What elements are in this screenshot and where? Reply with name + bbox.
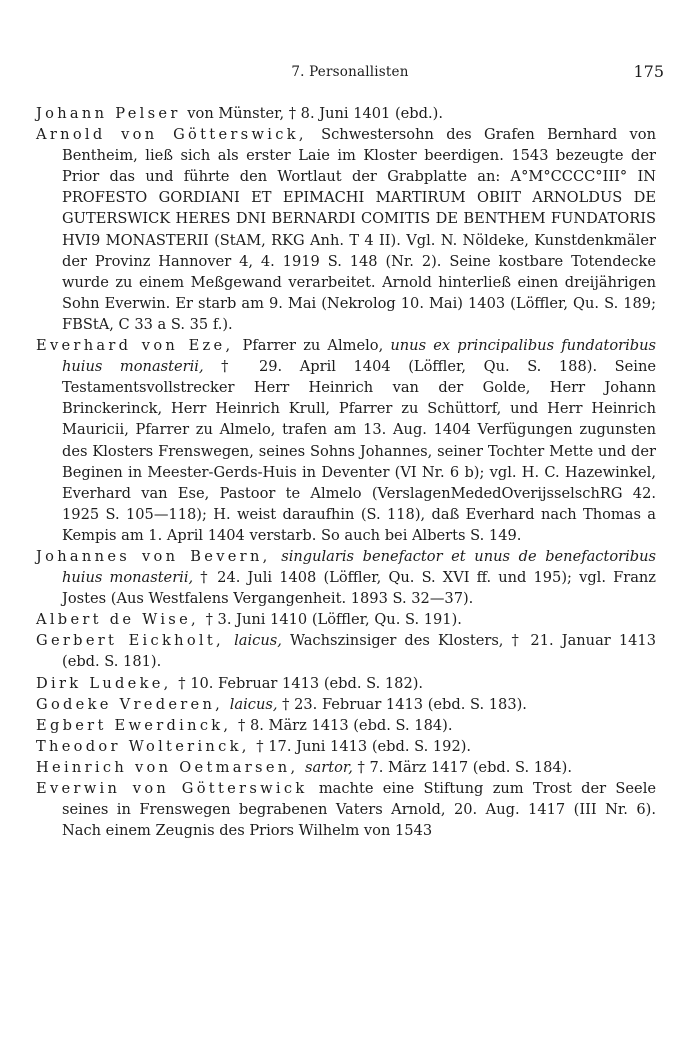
- list-entry: [36, 546, 656, 609]
- latin-phrase: unus ex principalibus fundatoribus huius monasterii,: [62, 337, 656, 376]
- entry-text: von Münster, † 8. Juni 1401 (ebd.).: [182, 105, 443, 122]
- entry-text: † 23. Februar 1413 (ebd. S. 183).: [277, 695, 527, 713]
- person-name: Godeke Vrederen,: [36, 695, 224, 713]
- person-name: Gerbert Eickholt,: [36, 632, 224, 650]
- person-name: Dirk Ludeke,: [36, 674, 172, 692]
- list-entry: [36, 736, 656, 757]
- list-entry: [36, 103, 656, 124]
- list-entry: [36, 673, 656, 694]
- list-entry: [36, 778, 656, 841]
- list-entry: [36, 335, 656, 546]
- person-name: Albert de Wise,: [36, 611, 199, 629]
- running-head: 7. Personallisten: [291, 64, 409, 80]
- entry-text: † 8. März 1413 (ebd. S. 184).: [233, 716, 453, 734]
- list-entry: [36, 630, 656, 672]
- person-name: Theodor Wolterinck,: [36, 737, 250, 755]
- entry-text: † 17. Juni 1413 (ebd. S. 192).: [251, 737, 472, 755]
- person-name: Arnold von Götterswick,: [36, 126, 307, 144]
- latin-phrase: sartor,: [305, 758, 353, 776]
- list-entry: [36, 757, 656, 778]
- entry-text: † 3. Juni 1410 (Löffler, Qu. S. 191).: [200, 611, 462, 629]
- page-header: [36, 64, 664, 88]
- person-name: Johann Pelser: [36, 105, 181, 122]
- list-entry: [36, 694, 656, 715]
- person-name: Johannes von Bevern,: [36, 547, 271, 565]
- page-number: 175: [633, 62, 664, 81]
- entry-text: † 10. Februar 1413 (ebd. S. 182).: [173, 674, 424, 692]
- list-entry: [36, 715, 656, 736]
- person-name: Everwin von Götterswick: [36, 780, 308, 797]
- list-entry: [36, 609, 656, 630]
- entry-text: [273, 548, 282, 565]
- entry-text: Wachszinsiger des Klosters, † 21. Januar 1413 (ebd. S. 181).: [62, 632, 656, 671]
- latin-phrase: laicus,: [234, 632, 282, 650]
- entry-text: † 7. März 1417 (ebd. S. 184).: [352, 758, 572, 776]
- person-name: Egbert Ewerdinck,: [36, 716, 232, 734]
- person-name: Heinrich von Oetmarsen,: [36, 758, 299, 776]
- entry-text: Schwestersohn des Grafen Bernhard von Bentheim, ließ sich als erster Laie im Kloster beerdigen. 1543 bezeugte der Prior das und führte den Wortlaut der Grabplatte an: A°M°CCCC°III° IN PROFESTO GORDIANI ET EPIMACHI MARTIRUM OBIIT ARNOLDUS DE GUTERSWICK HERES DNI BERNARDI COMITIS DE BENTHEM FUNDATORIS HVI9 MONASTERII (StAM, RKG Anh. T 4 II). Vgl. N. Nöldeke, Kunstdenkmäler der Provinz Hannover 4, 4. 1919 S. 148 (Nr. 2). Seine kostbare Totendecke wurde zu einem Meßgewand verarbeitet. Arnold hinterließ einen dreijährigen Sohn Everwin. Er starb am 9. Mai (Nekrolog 10. Mai) 1403 (Löffler, Qu. S. 189; FBStA, C 33 a S. 35 f.).: [62, 126, 656, 333]
- latin-phrase: singularis benefactor et unus de benefactoribus huius monasterii,: [62, 547, 657, 587]
- entry-text: † 24. Juli 1408 (Löffler, Qu. S. XVI ff. und 195); vgl. Franz Jostes (Aus Westfalens Vergangenheit. 1893 S. 32—37).: [62, 569, 656, 608]
- entry-text: Pfarrer zu Almelo,: [235, 337, 391, 355]
- list-entry: [36, 124, 656, 335]
- entry-text: [226, 632, 234, 649]
- personnel-list: [36, 103, 656, 841]
- entry-text: † 29. April 1404 (Löffler, Qu. S. 188). Seine Testamentsvollstrecker Herr Heinrich van der Golde, Herr Johann Brinckerinck, Herr Heinrich Krull, Pfarrer zu Schüttorf, und Herr Heinrich Mauricii, Pfarrer zu Almelo, trafen am 13. Aug. 1404 Verfügungen zugunsten des Klosters Frenswegen, seines Sohns Johannes, seiner Tochter Mette und der Beginen in Meester-Gerds-Huis in Deventer (VI Nr. 6 b); vgl. H. C. Hazewinkel, Everhard van Ese, Pastoor te Almelo (VerslagenMededOverijsselschRG 42. 1925 S. 105—118); H. weist daraufhin (S. 118), daß Everhard nach Thomas a Kempis am 1. April 1404 verstarb. So auch bei Alberts S. 149.: [62, 358, 656, 544]
- person-name: Everhard von Eze,: [36, 337, 234, 355]
- latin-phrase: laicus,: [229, 695, 278, 713]
- entry-text: machte eine Stiftung zum Trost der Seele seines in Frenswegen begrabenen Vaters Arnold, 20. Aug. 1417 (III Nr. 6). Nach einem Zeugnis des Priors Wilhelm von 1543: [62, 780, 656, 840]
